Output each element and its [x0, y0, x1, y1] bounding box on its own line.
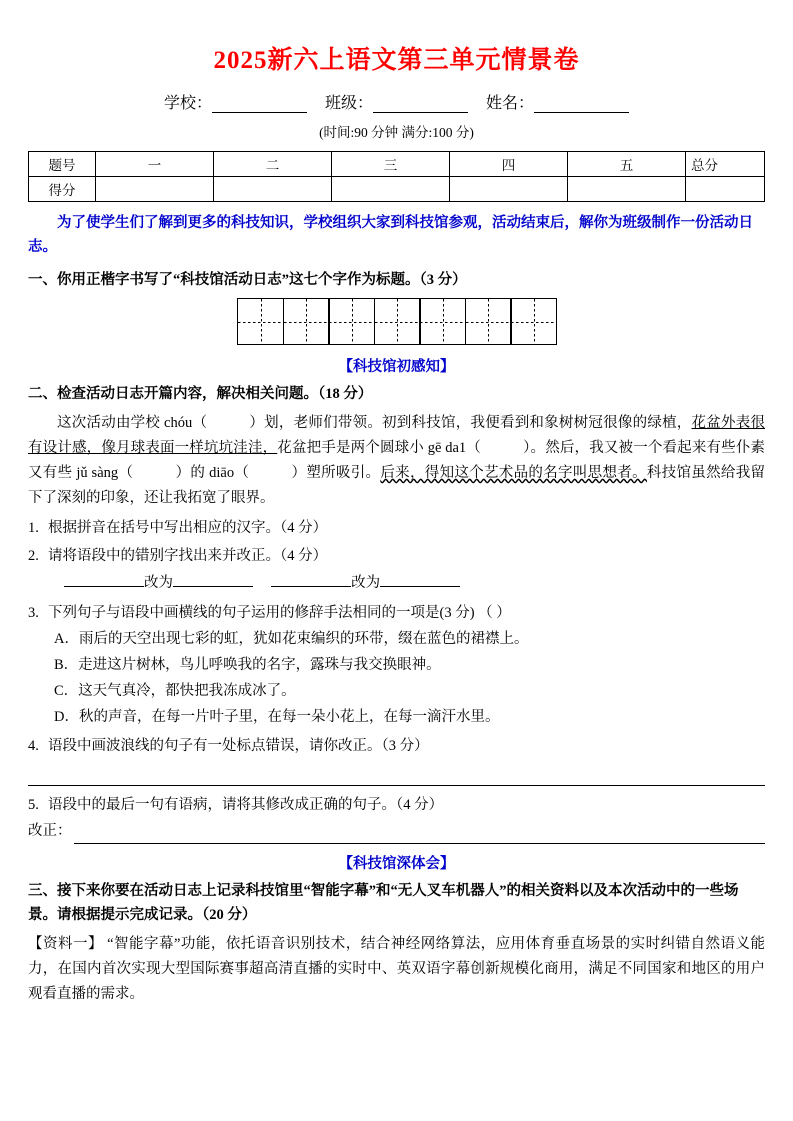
passage-part: 这次活动由学校 chóu（: [57, 415, 208, 432]
score-header-cell: 一: [96, 152, 214, 177]
option-c[interactable]: C．这天气真冷，都快把我冻成冰了。: [54, 683, 296, 700]
item-number: 3.: [28, 605, 39, 622]
class-field: [325, 90, 468, 113]
passage-part: ）划，老师们带领。初到科技馆，我便看到和象树树冠很像的绿植，: [249, 415, 692, 432]
question-3-heading: 三、接下来你要在活动日志上记录科技馆里“智能字幕”和“无人叉车机器人”的相关资料以及本次活动中的一些场景。请根据提示完成记录。（20 分）: [28, 882, 739, 924]
table-row: [29, 152, 765, 177]
score-table: [28, 151, 765, 202]
material-label: 【资料一】: [28, 936, 103, 953]
wrong-char-blank[interactable]: [64, 571, 144, 587]
passage-part: ）。然后，我又被一个看起来有些仆素又有些 jǔ sàng（: [28, 440, 766, 481]
score-value-cell[interactable]: [568, 177, 686, 202]
list-item: [28, 515, 765, 541]
exam-subinfo: (时间:90 分钟 满分:100 分): [319, 125, 474, 140]
question-2-subitems: [28, 515, 765, 844]
correction-answer-row: [64, 569, 765, 598]
item-number: 1.: [28, 519, 39, 536]
score-value-cell[interactable]: [450, 177, 568, 202]
passage-part: 科技馆虽然给我留下了深刻的印象，还让我拓宽了眼界。: [28, 465, 766, 506]
option-d[interactable]: D．秋的声音，在每一片叶子里，在每一朵小花上，在每一滴汗水里。: [54, 709, 500, 726]
list-item: [28, 543, 765, 598]
section-banner-2: 【科技馆深体会】: [338, 855, 455, 872]
material-one: [28, 932, 765, 1007]
section-banner-1: 【科技馆初感知】: [338, 359, 455, 376]
item-number: 4.: [28, 737, 39, 754]
option-a[interactable]: A．雨后的天空出现七彩的虹，犹如花束编织的环带，缀在蓝色的裙襟上。: [54, 631, 529, 648]
fix-answer-line[interactable]: [74, 826, 766, 844]
item-number: 5.: [28, 796, 39, 813]
tianzige-cell[interactable]: [465, 298, 512, 345]
passage-underlined: 花盆外表很有设计感，像月球表面一样坑坑洼洼，: [28, 415, 765, 457]
score-value-cell[interactable]: [214, 177, 332, 202]
passage-part: ）的 diāo（: [175, 465, 250, 481]
score-header-cell: 三: [332, 152, 450, 177]
item-text: 请将语段中的错别字找出来并改正。（4 分）: [48, 547, 328, 564]
list-item: [28, 600, 765, 730]
school-field: [164, 90, 307, 113]
question-1-heading: 一、你用正楷字书写了“科技馆活动日志”这七个字作为标题。（3 分）: [28, 271, 467, 288]
score-value-cell-total[interactable]: [686, 177, 765, 202]
item-text: 语段中的最后一句有语病，请将其修改成正确的句子。（4 分）: [48, 796, 444, 813]
score-value-cell[interactable]: [96, 177, 214, 202]
fix-label: 改正：: [28, 822, 72, 839]
school-label: 学校：: [163, 95, 212, 112]
list-item: [28, 792, 765, 844]
option-b[interactable]: B．走进这片树林，鸟儿呼唤我的名字，露珠与我交换眼神。: [54, 657, 441, 674]
score-header-cell: 题号: [29, 152, 96, 177]
correction-label: 改为: [144, 575, 173, 592]
tianzige-cell[interactable]: [328, 298, 375, 345]
tianzige-cell[interactable]: [510, 298, 557, 345]
tianzige-cell[interactable]: [419, 298, 466, 345]
name-input[interactable]: [534, 96, 629, 113]
name-label: 姓名：: [486, 95, 535, 112]
fix-answer-row: [28, 818, 765, 844]
score-header-cell-total: 总分: [686, 152, 765, 177]
item-text: 下列句子与语段中画横线的句子运用的修辞手法相同的一项是(3 分) （ ）: [48, 605, 511, 622]
correction-label: 改为: [351, 575, 381, 592]
tianzige-cell[interactable]: [237, 298, 284, 345]
wrong-char-blank[interactable]: [271, 571, 351, 587]
name-field: [486, 90, 629, 113]
answer-line[interactable]: [28, 763, 765, 786]
item-text: 语段中画波浪线的句子有一处标点错误，请你改正。（3 分）: [48, 737, 429, 754]
class-label: 班级：: [324, 95, 373, 112]
right-char-blank[interactable]: [173, 571, 253, 587]
item-text: 根据拼音在括号中写出相应的汉字。（4 分）: [48, 519, 328, 536]
score-header-cell: 四: [450, 152, 568, 177]
material-text: “智能字幕”功能，依托语音识别技术，结合神经网络算法，应用体育垂直场景的实时纠错自然语义能力，在国内首次实现大型国际赛事超高清直播的实时中、英双语字幕创新规模化商用，满足不同国家和地区的用户观看直播的需求。: [28, 936, 766, 1002]
passage-wavy-underlined: 后来，得知这个艺术品的名字叫思想者。: [380, 465, 647, 481]
tianzige-cell[interactable]: [374, 298, 421, 345]
right-char-blank[interactable]: [380, 571, 460, 587]
score-header-cell: 二: [214, 152, 332, 177]
table-row: [29, 177, 765, 202]
school-input[interactable]: [212, 96, 307, 113]
question-2-heading: 二、检查活动日志开篇内容，解决相关问题。（18 分）: [28, 386, 373, 403]
tianzige-grid: [28, 298, 765, 345]
score-value-cell[interactable]: [332, 177, 450, 202]
item-number: 2.: [28, 547, 39, 564]
page-title: 2025新六上语文第三单元情景卷: [213, 47, 580, 74]
passage-part: ）塑所吸引。: [291, 465, 381, 481]
score-header-cell: 五: [568, 152, 686, 177]
intro-paragraph: 为了使学生们了解到更多的科技知识，学校组织大家到科技馆参观，活动结束后，解你为班级制作一份活动日志。: [28, 215, 753, 255]
passage-part: 花盆把手是两个圆球小 gē da1（: [277, 440, 481, 457]
class-input[interactable]: [373, 96, 468, 113]
score-label-cell: 得分: [29, 177, 96, 202]
list-item: [28, 733, 765, 786]
tianzige-cell[interactable]: [283, 298, 330, 345]
identity-line: [28, 90, 765, 113]
question-2-passage: [28, 411, 765, 511]
